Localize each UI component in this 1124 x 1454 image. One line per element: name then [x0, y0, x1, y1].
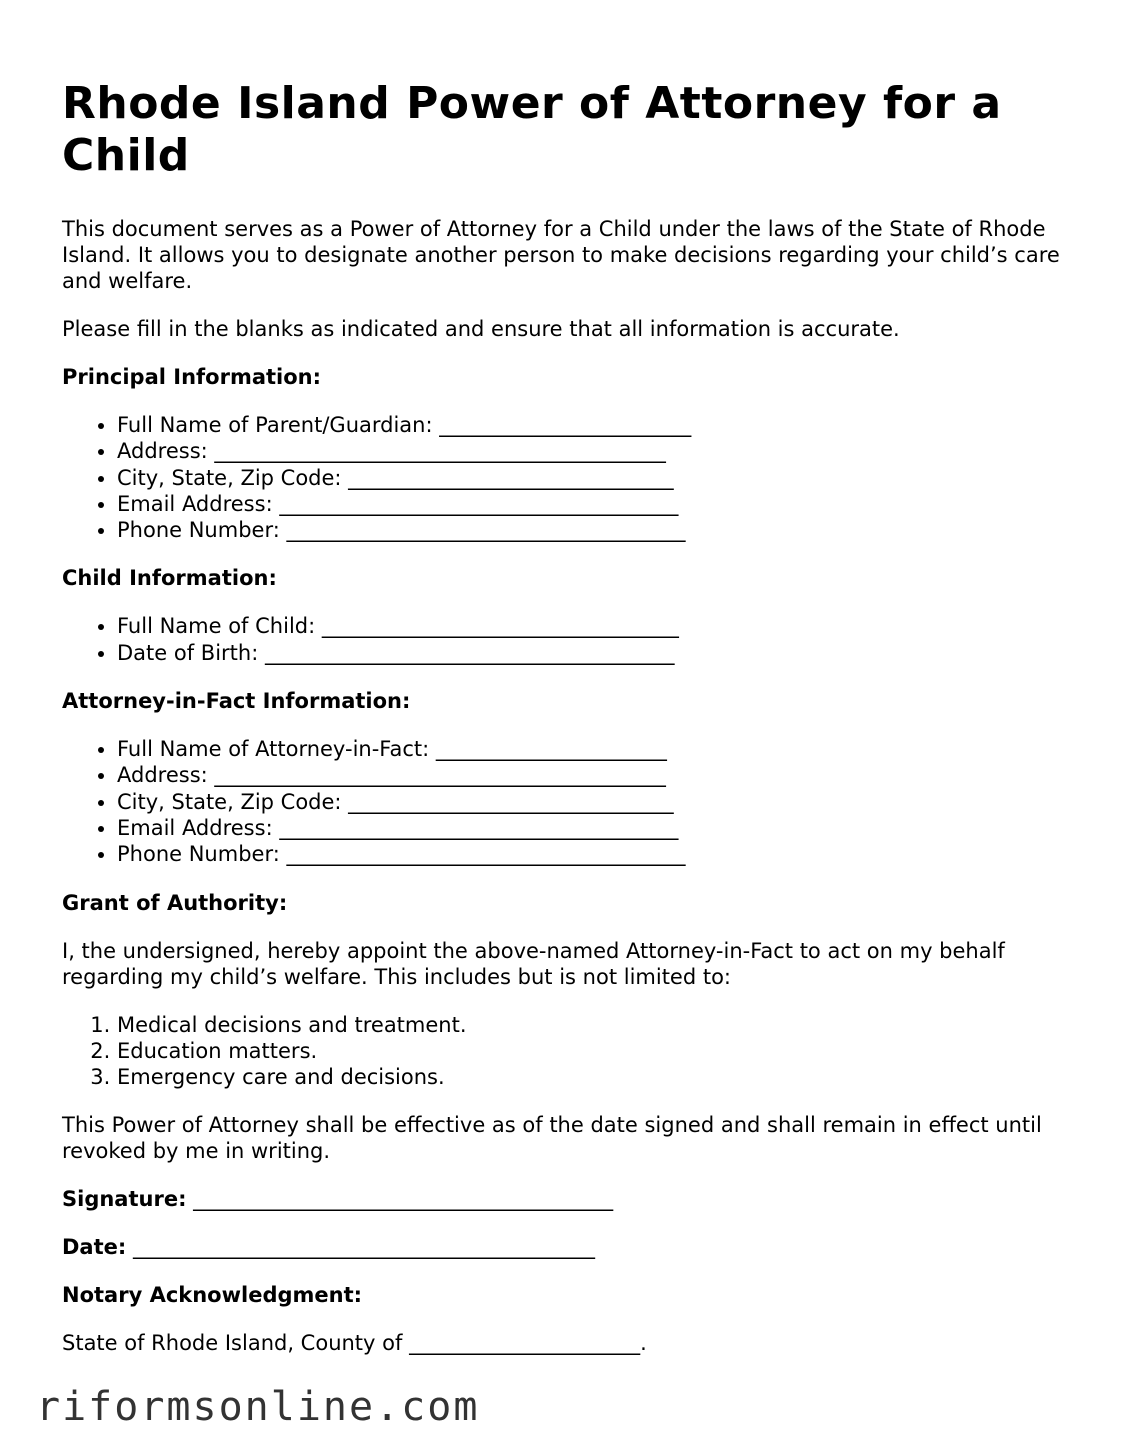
principal-phone-field[interactable]: • Phone Number: ______________________________________ [117, 517, 1062, 543]
date-label: Date: [62, 1235, 127, 1260]
instruction-paragraph: Please fill in the blanks as indicated and ensure that all information is accurate. [62, 317, 900, 341]
child-heading: Child Information: [62, 566, 277, 591]
notary-county-field[interactable]: State of Rhode Island, County of ______________________. [62, 1331, 647, 1356]
list-item: 2. Education matters. [117, 1038, 1062, 1064]
principal-address-field[interactable]: • Address: ___________________________________________ [117, 438, 1062, 464]
child-name-field[interactable]: • Full Name of Child: __________________________________ [117, 613, 1062, 639]
attorney-phone-field[interactable]: • Phone Number: ______________________________________ [117, 841, 1062, 867]
page-title: Rhode Island Power of Attorney for a Child [62, 78, 1002, 181]
date-field[interactable]: ____________________________________________ [132, 1235, 595, 1260]
attorney-name-field[interactable]: • Full Name of Attorney-in-Fact: ______________________ [117, 736, 1062, 762]
intro-paragraph: This document serves as a Power of Attorney for a Child under the laws of the State of Rhode Island. It allows you to designate another person to make decisions regarding your child’s care and welfare. [62, 217, 1060, 293]
attorney-heading: Attorney-in-Fact Information: [62, 689, 411, 714]
document-page [62, 78, 1062, 1378]
grant-heading: Grant of Authority: [62, 890, 288, 915]
watermark-footer: riformsonline.com [36, 1384, 480, 1430]
principal-heading: Principal Information: [62, 365, 322, 389]
principal-city-field[interactable]: • City, State, Zip Code: _______________________________ [117, 465, 1062, 491]
attorney-city-field[interactable]: • City, State, Zip Code: _______________________________ [117, 789, 1062, 815]
attorney-list [62, 736, 1062, 867]
effective-paragraph: This Power of Attorney shall be effective as of the date signed and shall remain in effect until revoked by me in writing. [62, 1113, 1042, 1164]
date-line [62, 1234, 1062, 1260]
child-list [62, 613, 1062, 666]
list-item: 3. Emergency care and decisions. [117, 1064, 1062, 1090]
signature-field[interactable]: ________________________________________ [193, 1187, 614, 1212]
signature-line [62, 1186, 1062, 1212]
notary-heading: Notary Acknowledgment: [62, 1283, 363, 1308]
grant-paragraph: I, the undersigned, hereby appoint the above-named Attorney-in-Fact to act on my behalf regarding my child’s welfare. This includes but is not limited to: [62, 938, 1005, 989]
principal-name-field[interactable]: • Full Name of Parent/Guardian: ________________________ [117, 412, 1062, 438]
grant-list [62, 1012, 1062, 1091]
principal-list [62, 412, 1062, 543]
child-dob-field[interactable]: • Date of Birth: _______________________________________ [117, 640, 1062, 666]
list-item: 1. Medical decisions and treatment. [117, 1012, 1062, 1038]
principal-email-field[interactable]: • Email Address: ______________________________________ [117, 491, 1062, 517]
attorney-address-field[interactable]: • Address: ___________________________________________ [117, 762, 1062, 788]
attorney-email-field[interactable]: • Email Address: ______________________________________ [117, 815, 1062, 841]
signature-label: Signature: [62, 1187, 187, 1212]
